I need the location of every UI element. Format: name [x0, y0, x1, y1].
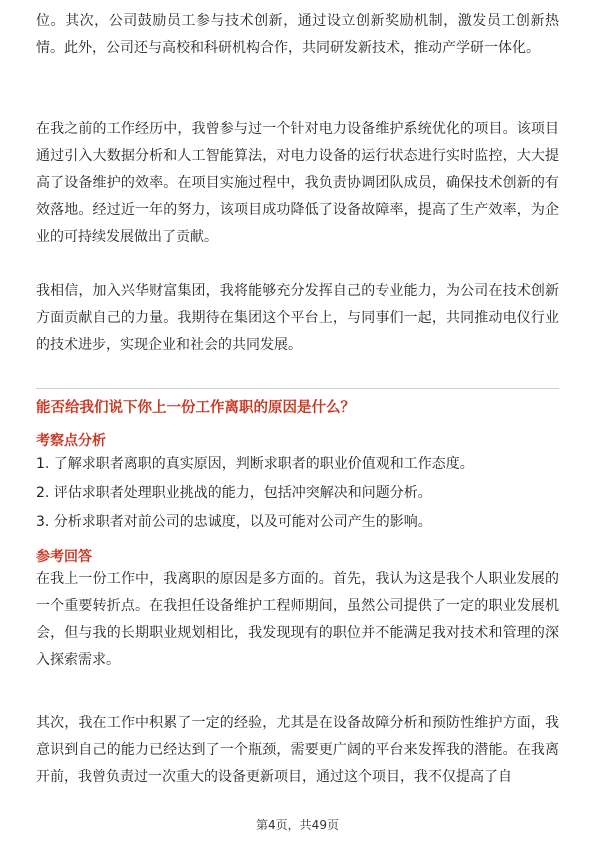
- page-number-footer: 第4页，共49页: [256, 818, 339, 832]
- paragraph-project-experience: 在我之前的工作经历中，我曾参与过一个针对电力设备维护系统优化的项目。该项目通过引入大数据分析和人工智能算法，对电力设备的运行状态进行实时监控，大大提高了设备维护的效率。在项目实施过程中，我负责协调团队成员，确保技术创新的有效落地。经过近一年的努力，该项目成功降低了设备故障率，提高了生产效率，为企业的可持续发展做出了贡献。: [36, 121, 559, 245]
- paragraph-innovation-intro: 位。其次，公司鼓励员工参与技术创新，通过设立创新奖励机制，激发员工创新热情。此外，公司还与高校和科研机构合作，共同研发新技术，推动产学研一体化。: [36, 13, 559, 56]
- question-title: 能否给我们说下你上一份工作离职的原因是什么？: [36, 400, 355, 416]
- analysis-item-2: 2. 评估求职者处理职业挑战的能力，包括冲突解决和问题分析。: [36, 485, 432, 501]
- answer-heading: 参考回答: [36, 549, 92, 565]
- paragraph-joining-motivation: 我相信，加入兴华财富集团，我将能够充分发挥自己的专业能力，为公司在技术创新方面贡献自己的力量。我期待在集团这个平台上，与同事们一起，共同推动电仪行业的技术进步，实现企业和社会的共同发展。: [36, 283, 559, 353]
- section-divider: [36, 388, 559, 389]
- answer-paragraph-1: 在我上一份工作中，我离职的原因是多方面的。首先，我认为这是我个人职业发展的一个重要转折点。在我担任设备维护工程师期间，虽然公司提供了一定的职业发展机会，但与我的长期职业规划相比，我发现现有的职位并不能满足我对技术和管理的深入探索需求。: [36, 571, 559, 668]
- analysis-item-3: 3. 分析求职者对前公司的忠诚度，以及可能对公司产生的影响。: [36, 514, 432, 530]
- analysis-item-1: 1. 了解求职者离职的真实原因，判断求职者的职业价值观和工作态度。: [36, 456, 474, 472]
- analysis-heading: 考察点分析: [36, 433, 106, 449]
- answer-paragraph-2: 其次，我在工作中积累了一定的经验，尤其是在设备故障分析和预防性维护方面，我意识到自己的能力已经达到了一个瓶颈，需要更广阔的平台来发挥我的潜能。在我离开前，我曾负责过一次重大的设备更新项目，通过这个项目，我不仅提高了自: [36, 715, 559, 785]
